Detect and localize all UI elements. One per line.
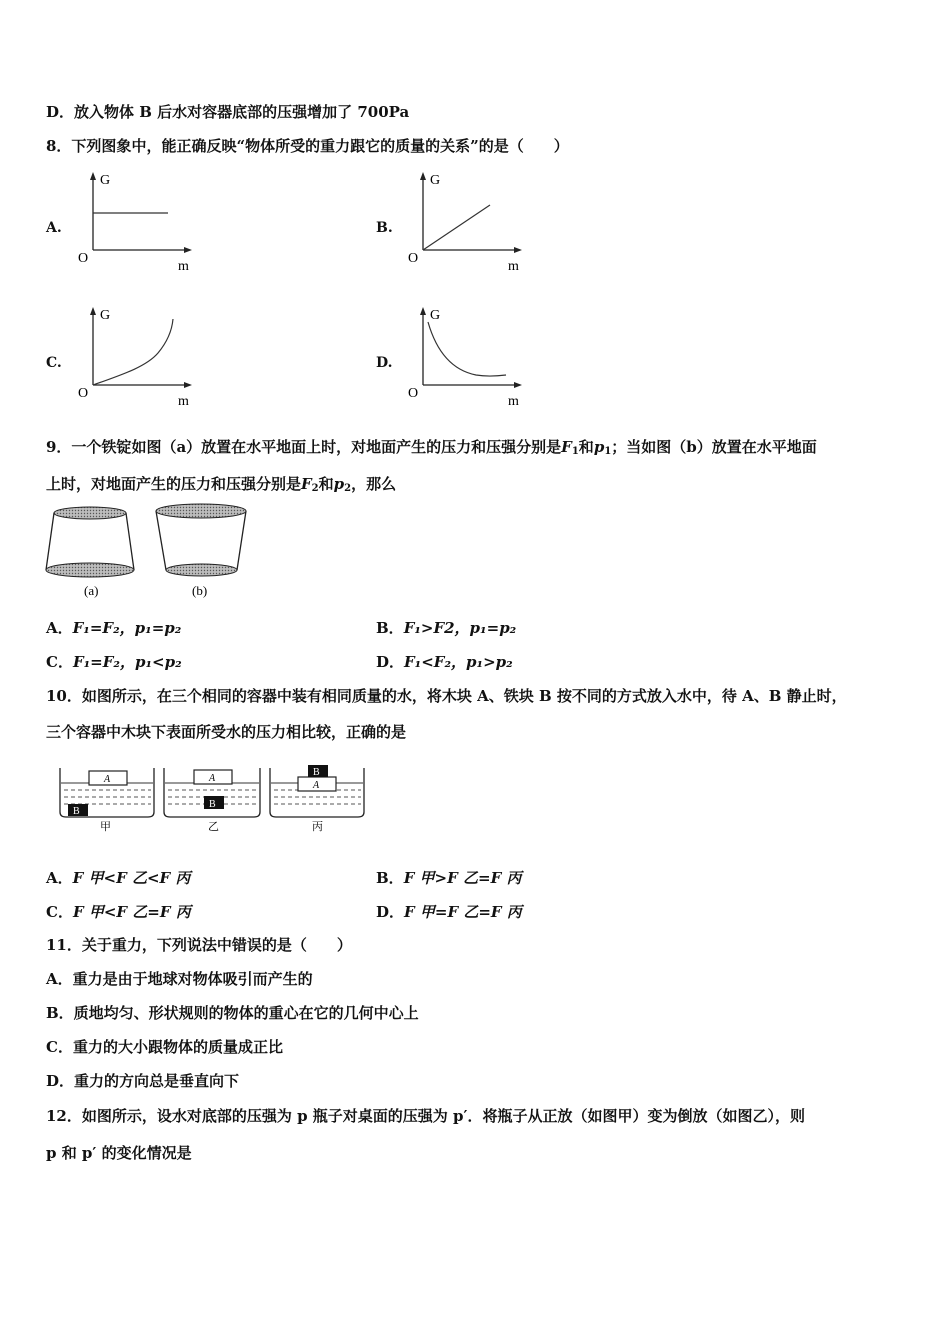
iron-ingot-a (46, 507, 134, 577)
container-jia (60, 768, 154, 833)
q8-graph-a (76, 170, 196, 275)
axis-m-label: m (508, 259, 519, 274)
block-b-label: B (209, 799, 216, 810)
proportional-line (423, 205, 490, 250)
iron-ingot-b (156, 504, 246, 576)
q9-stem-line2: 上时，对地面产生的压力和压强分别是$F_2$和$p_2$，那么 (46, 475, 397, 494)
q8-option-c-label[interactable]: C. (46, 355, 62, 371)
origin-label: O (408, 251, 419, 266)
q10-figure (56, 762, 372, 836)
q8-graph-d (406, 305, 526, 410)
q10-option-b[interactable]: B．F 甲>F 乙=F 丙 (376, 869, 522, 887)
q10-option-d[interactable]: D．F 甲=F 乙=F 丙 (376, 903, 522, 921)
q8-graph-c (76, 305, 196, 410)
container-bing (270, 765, 364, 833)
q9-option-b[interactable]: B．F₁>F2，p₁=p₂ (376, 619, 517, 637)
block-a-label: A (104, 774, 111, 785)
q8-option-b-label[interactable]: B. (376, 220, 393, 236)
axis-g-label: G (430, 173, 441, 188)
fig-a-label: (a) (84, 583, 99, 598)
q11-option-c[interactable]: C．重力的大小跟物体的质量成正比 (46, 1038, 283, 1056)
origin-label: O (78, 386, 89, 401)
q10-stem-line1: 10．如图所示，在三个相同的容器中装有相同质量的水，将木块 A、铁块 B 按不同的方式放入水中，待 A、B 静止时， (46, 687, 847, 705)
axis-m-label: m (178, 394, 189, 409)
q11-option-b[interactable]: B．质地均匀、形状规则的物体的重心在它的几何中心上 (46, 1004, 419, 1022)
q11-option-d[interactable]: D．重力的方向总是垂直向下 (46, 1072, 240, 1090)
q10-option-a[interactable]: A．F 甲<F 乙<F 丙 (46, 869, 191, 887)
origin-label: O (78, 251, 89, 266)
origin-label: O (408, 386, 419, 401)
container-yi (164, 768, 260, 833)
container-label: 丙 (312, 821, 323, 833)
axis-m-label: m (178, 259, 189, 274)
block-a-label: A (313, 780, 320, 791)
q8-option-a-label[interactable]: A. (46, 220, 62, 236)
q10-option-c[interactable]: C．F 甲<F 乙=F 丙 (46, 903, 191, 921)
q9-option-a[interactable]: A．F₁=F₂，p₁=p₂ (46, 619, 182, 637)
q11-option-a[interactable]: A．重力是由于地球对物体吸引而产生的 (46, 970, 313, 988)
falling-curve (428, 322, 506, 376)
q12-stem-line1: 12．如图所示，设水对底部的压强为 p 瓶子对桌面的压强为 p′．将瓶子从正放（如图甲）变为倒放（如图乙），则 (46, 1107, 805, 1125)
q9-option-d[interactable]: D．F₁<F₂，p₁>p₂ (376, 653, 513, 671)
block-b-label: B (313, 767, 320, 778)
rising-curve (93, 319, 173, 385)
q8-graph-b (406, 170, 526, 275)
fig-b-label: (b) (192, 583, 208, 598)
q12-stem-line2: p 和 p′ 的变化情况是 (46, 1144, 192, 1162)
axis-g-label: G (100, 308, 111, 323)
axis-m-label: m (508, 394, 519, 409)
q11-stem: 11．关于重力，下列说法中错误的是（ ） (46, 936, 352, 954)
q7-option-d: D．放入物体 B 后水对容器底部的压强增加了 700Pa (46, 103, 410, 121)
q9-figure (44, 500, 254, 600)
q8-stem: 8．下列图象中，能正确反映“物体所受的重力跟它的质量的关系”的是（ ） (46, 137, 569, 155)
block-a-label: A (209, 773, 216, 784)
q9-stem-line1: 9．一个铁锭如图（a）放置在水平地面上时，对地面产生的压力和压强分别是$F_1$和$p_1$；当如图（b）放置在水平地面 (46, 438, 817, 457)
block-b-label: B (73, 806, 80, 817)
axis-g-label: G (100, 173, 111, 188)
q8-option-d-label[interactable]: D. (376, 355, 393, 371)
q10-stem-line2: 三个容器中木块下表面所受水的压力相比较，正确的是 (46, 723, 407, 741)
q9-option-c[interactable]: C．F₁=F₂，p₁<p₂ (46, 653, 182, 671)
container-label: 乙 (208, 821, 219, 833)
axis-g-label: G (430, 308, 441, 323)
container-label: 甲 (100, 821, 111, 833)
